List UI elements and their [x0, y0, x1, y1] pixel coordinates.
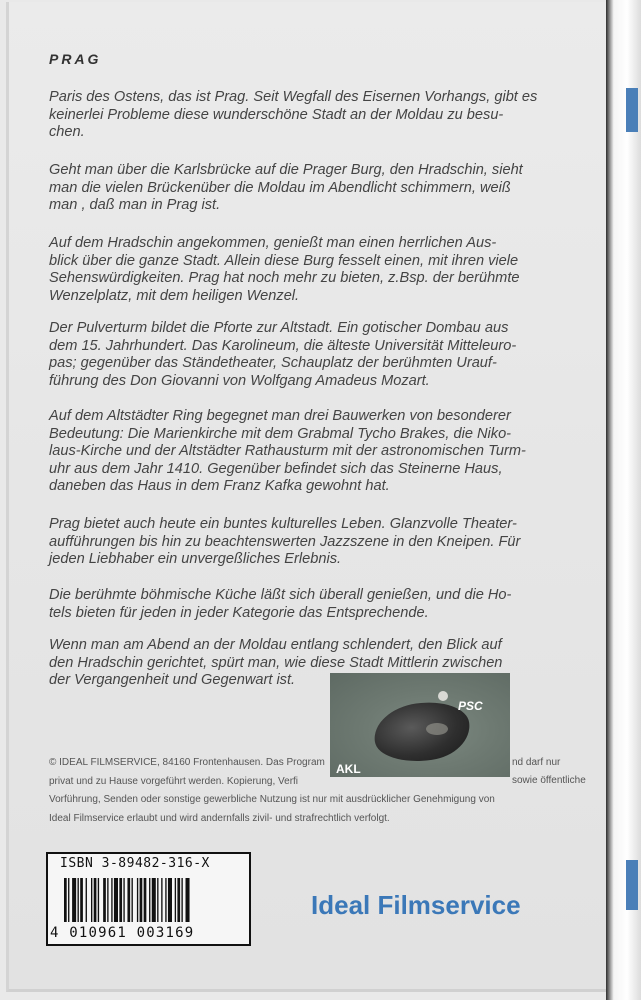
text-line: aufführungen bis hin zu beachtenswerten Jazzszene in den Kneipen. Für	[49, 533, 521, 550]
watermark-tag: AKL	[336, 762, 361, 776]
barcode-bar	[111, 878, 112, 922]
paragraph-intro	[49, 89, 587, 142]
barcode-bar	[144, 878, 147, 922]
text-line: tels bieten für jeden in jeder Kategorie das Entsprechende.	[49, 604, 429, 621]
barcode-bar	[86, 878, 87, 922]
barcode-digits: 4 010961 003169	[50, 925, 195, 941]
text-line: Auf dem Hradschin angekommen, genießt man einen herrlichen Aus-	[49, 235, 497, 251]
copyright-line: Vorführung, Senden oder sonstige gewerbliche Nutzung ist nur mit ausdrücklicher Genehmigung von	[49, 794, 495, 805]
text-line: dem 15. Jahrhundert. Das Karolineum, die älteste Universität Mitteleuro-	[49, 337, 517, 354]
barcode-bar	[161, 878, 162, 922]
text-line: jeden Liebhaber ein unvergeßliches Erlebnis.	[49, 551, 342, 568]
barcode-icon	[60, 878, 240, 930]
barcode-bar	[119, 878, 122, 922]
stone-highlight	[426, 723, 448, 735]
barcode-bar	[175, 878, 176, 922]
text-line: Paris des Ostens, das ist Prag. Seit Wegfall des Eisernen Vorhangs, gibt es	[49, 89, 538, 105]
paragraph-kultur	[49, 516, 587, 569]
text-line: man , daß man in Prag ist.	[49, 197, 221, 214]
text-line: chen.	[49, 124, 85, 141]
copyright-line: privat und zu Hause vorgeführt werden. Kopierung, Verfi	[49, 775, 299, 787]
cover-sleeve	[6, 2, 622, 992]
text-line: den Hradschin gerichtet, spürt man, wie diese Stadt Mittlerin zwischen	[49, 654, 503, 671]
barcode-bar	[152, 878, 156, 922]
spine-blue-marker	[626, 88, 638, 132]
text-line: der Vergangenheit und Gegenwart ist.	[49, 672, 296, 689]
copyright-line: Ideal Filmservice erlaubt und wird andernfalls zivil- und strafrechtlich verfolgt.	[49, 812, 390, 824]
text-line: laus-Kirche und der Altstädter Rathausturm mit der astronomischen Turm-	[49, 443, 526, 460]
isbn-number: ISBN 3-89482-316-X	[60, 856, 210, 871]
text-line: Die berühmte böhmische Küche läßt sich überall genießen, und die Ho-	[49, 587, 512, 603]
paragraph-altstaedter-ring	[49, 408, 587, 496]
page-title: PRAG	[49, 51, 102, 67]
barcode-bar	[114, 878, 118, 922]
paragraph-karlsbruecke	[49, 162, 587, 215]
barcode-bar	[64, 878, 67, 922]
text-line: blick über die ganze Stadt. Allein diese Burg fesselt einen, mit ihren viele	[49, 252, 519, 269]
text-line: daneben das Haus in dem Franz Kafka gewohnt hat.	[49, 478, 390, 495]
text-line: Bedeutung: Die Marienkirche mit dem Grabmal Tycho Brakes, die Niko-	[49, 425, 512, 442]
watermark-tag: PSC	[458, 699, 483, 713]
barcode-bar	[68, 878, 69, 922]
barcode-bar	[149, 878, 150, 922]
barcode-bar	[157, 878, 158, 922]
barcode-bar	[107, 878, 108, 922]
barcode-bar	[94, 878, 97, 922]
copyright-line-tail: sowie öffentliche	[512, 775, 586, 786]
seller-photo-overlay	[330, 673, 510, 777]
barcode-bar	[181, 878, 182, 922]
text-line: Geht man über die Karlsbrücke auf die Prager Burg, den Hradschin, sieht	[49, 162, 523, 178]
barcode-bar	[72, 878, 76, 922]
barcode-bar	[127, 878, 130, 922]
text-line: Sehenswürdigkeiten. Prag hat noch mehr zu bieten, z.Bsp. der berühmte	[49, 270, 520, 287]
barcode-bar	[177, 878, 180, 922]
text-line: pas; gegenüber das Ständetheater, Schauplatz der berühmten Urauf-	[49, 355, 497, 372]
barcode-bar	[132, 878, 133, 922]
text-line: uhr aus dem Jahr 1410. Gegenüber befindet sich das Steinerne Haus,	[49, 460, 503, 477]
text-line: Der Pulverturm bildet die Pforte zur Altstadt. Ein gotischer Dombau aus	[49, 320, 509, 336]
barcode-bar	[80, 878, 83, 922]
copyright-line-tail: nd darf nur	[512, 757, 561, 768]
text-line: Wenn man am Abend an der Moldau entlang schlendert, den Blick auf	[49, 637, 502, 653]
copyright-line: © IDEAL FILMSERVICE, 84160 Frontenhausen. Das Program	[49, 757, 325, 768]
paragraph-kueche	[49, 587, 587, 622]
isbn-barcode-label	[46, 852, 251, 946]
text-line: führung des Don Giovanni von Wolfgang Amadeus Mozart.	[49, 372, 430, 389]
barcode-bar	[91, 878, 92, 922]
barcode-bar	[165, 878, 166, 922]
text-line: man die vielen Brückenüber die Moldau im Abendlicht schimmern, weiß	[49, 179, 511, 196]
text-line: Auf dem Altstädter Ring begegnet man drei Bauwerken von besonderer	[49, 408, 511, 424]
barcode-bar	[123, 878, 124, 922]
text-line: Prag bietet auch heute ein buntes kulturelles Leben. Glanzvolle Theater-	[49, 516, 517, 532]
paragraph-hradschin	[49, 235, 587, 305]
paragraph-pulverturm	[49, 320, 587, 390]
text-line: keinerlei Probleme diese wunderschöne Stadt an der Moldau zu besu-	[49, 106, 504, 123]
barcode-bar	[103, 878, 106, 922]
barcode-bar	[137, 878, 138, 922]
barcode-bar	[78, 878, 79, 922]
spine-blue-marker	[626, 860, 638, 910]
pebble-shape	[438, 691, 448, 701]
case-spine-edge	[606, 0, 641, 1000]
barcode-bar	[98, 878, 99, 922]
text-line: Wenzelplatz, mit dem heiligen Wenzel.	[49, 287, 300, 304]
barcode-bar	[140, 878, 143, 922]
barcode-bar	[168, 878, 172, 922]
publisher-logo-text: Ideal Filmservice	[311, 890, 521, 920]
barcode-bar	[186, 878, 190, 922]
